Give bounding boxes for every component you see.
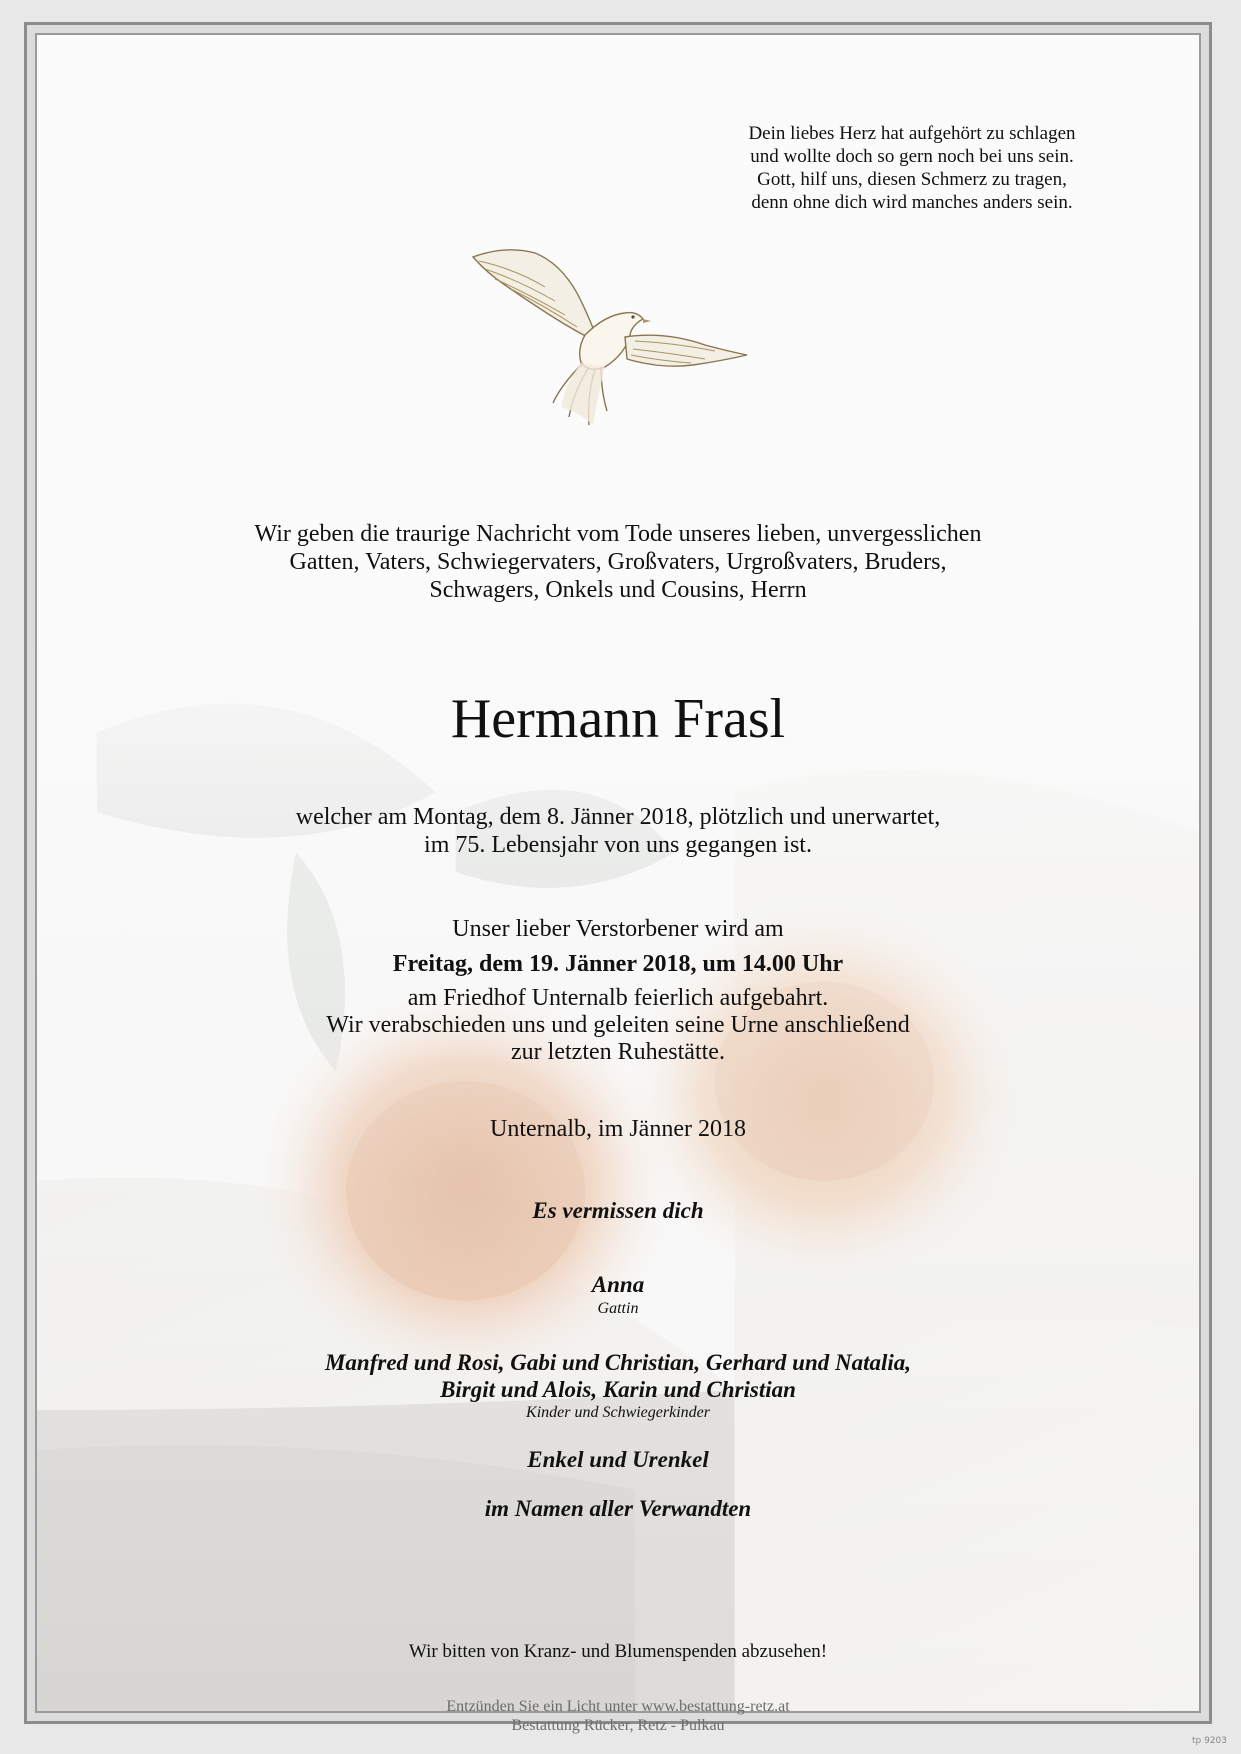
children-names	[37, 1349, 1199, 1403]
death-notice-line: im 75. Lebensjahr von uns gegangen ist.	[424, 832, 812, 858]
death-notice	[37, 803, 1199, 859]
spouse-relation: Gattin	[597, 1300, 639, 1317]
template-code: tp 9203	[1191, 1736, 1227, 1746]
poem-line: Gott, hilf uns, diesen Schmerz zu tragen,	[757, 169, 1067, 190]
relatives: im Namen aller Verwandten	[484, 1496, 752, 1521]
funeral-details-line: Wir verabschieden uns und geleiten seine Urne anschließend	[326, 1012, 910, 1038]
funeral-intro: Unser lieber Verstorbener wird am	[452, 916, 784, 942]
footer	[37, 1697, 1199, 1735]
flowers-note: Wir bitten von Kranz- und Blumenspenden abzusehen!	[408, 1641, 828, 1662]
deceased-name: Hermann Frasl	[450, 688, 786, 750]
announcement-line: Schwagers, Onkels und Cousins, Herrn	[429, 577, 807, 603]
funeral-details-line: am Friedhof Unternalb feierlich aufgebahrt.	[407, 985, 829, 1011]
announcement	[37, 520, 1199, 604]
death-notice-line: welcher am Montag, dem 8. Jänner 2018, plötzlich und unerwartet,	[295, 804, 941, 830]
poem-line: und wollte doch so gern noch bei uns sein.	[750, 146, 1074, 167]
children-line: Manfred und Rosi, Gabi und Christian, Gerhard und Natalia,	[324, 1350, 912, 1375]
children-line: Birgit und Alois, Karin und Christian	[440, 1377, 796, 1402]
mourners-heading: Es vermissen dich	[532, 1198, 704, 1223]
announcement-line: Gatten, Vaters, Schwiegervaters, Großvaters, Urgroßvaters, Bruders,	[289, 549, 947, 575]
footer-line: Entzünden Sie ein Licht unter www.bestattung-retz.at	[446, 1698, 790, 1715]
funeral-date: Freitag, dem 19. Jänner 2018, um 14.00 Uhr	[392, 951, 844, 977]
place-date: Unternalb, im Jänner 2018	[490, 1116, 746, 1142]
page-frame	[24, 22, 1212, 1734]
footer-line: Bestattung Rücker, Retz - Pulkau	[511, 1717, 725, 1734]
notice-card	[35, 33, 1201, 1734]
notice-content	[37, 35, 1199, 1734]
poem-line: Dein liebes Herz hat aufgehört zu schlagen	[748, 123, 1076, 144]
funeral-details-line: zur letzten Ruhestätte.	[511, 1039, 725, 1065]
children-relation: Kinder und Schwiegerkinder	[526, 1404, 710, 1421]
dove-icon	[465, 235, 755, 435]
spouse-name: Anna	[591, 1272, 645, 1297]
grandchildren: Enkel und Urenkel	[527, 1447, 709, 1472]
poem-line: denn ohne dich wird manches anders sein.	[751, 192, 1073, 213]
announcement-line: Wir geben die traurige Nachricht vom Tode unseres lieben, unvergesslichen	[254, 521, 982, 547]
poem	[727, 122, 1097, 214]
funeral-details	[37, 985, 1199, 1066]
